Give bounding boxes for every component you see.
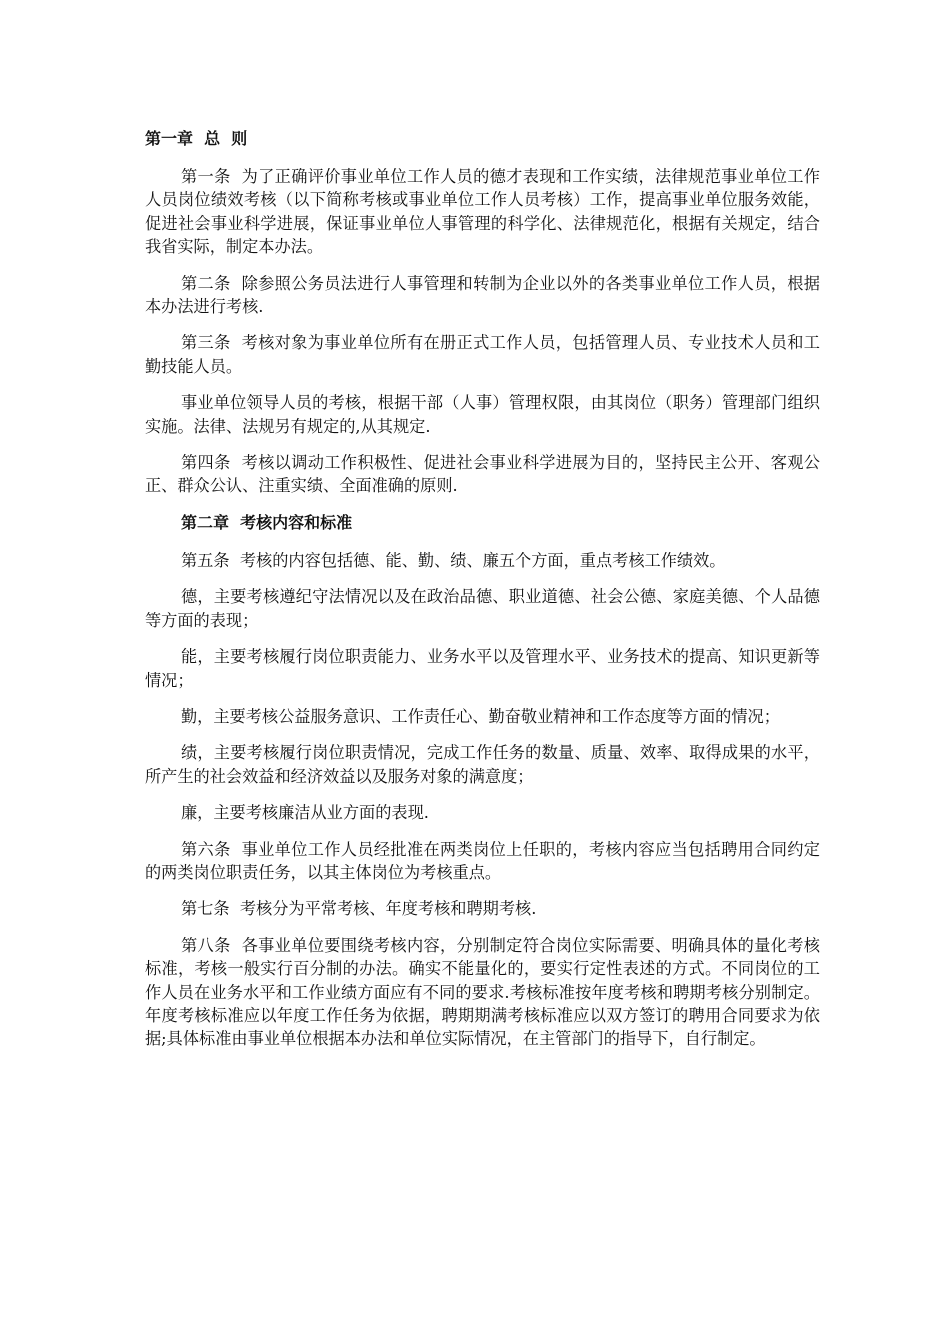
chapter-1-title: 第一章 总 则 [145, 129, 248, 148]
document-body [145, 127, 820, 1064]
criterion-lian: 廉，主要考核廉洁从业方面的表现. [181, 803, 429, 823]
criterion-ji: 绩，主要考核履行岗位职责情况，完成工作任务的数量、质量、效率、取得成果的水平，所产生的社会效益和经济效益以及服务对象的满意度； [145, 743, 820, 786]
article-2: 第二条 除参照公务员法进行人事管理和转制为企业以外的各类事业单位工作人员，根据本办法进行考核. [145, 273, 820, 317]
article-3: 第三条 考核对象为事业单位所有在册正式工作人员，包括管理人员、专业技术人员和工勤技能人员。 [145, 333, 820, 376]
criterion-de: 德，主要考核遵纪守法情况以及在政治品德、职业道德、社会公德、家庭美德、个人品德等方面的表现； [145, 587, 820, 630]
article-1: 第一条 为了正确评价事业单位工作人员的德才表现和工作实绩，法律规范事业单位工作人员岗位绩效考核（以下简称考核或事业单位工作人员考核）工作，提高事业单位服务效能，促进社会事业科学进展，保证事业单位人事管理的科学化、法律规范化，根据有关规定，结合我省实际，制定本办法。 [145, 167, 820, 257]
article-8: 第八条 各事业单位要围绕考核内容，分别制定符合岗位实际需要、明确具体的量化考核标准，考核一般实行百分制的办法。确实不能量化的，要实行定性表述的方式。不同岗位的工作人员在业务水平和工作业绩方面应有不同的要求.考核标准按年度考核和聘期考核分别制定。年度考核标准应以年度工作任务为依据，聘期期满考核标准应以双方签订的聘用合同要求为依据;具体标准由事业单位根据本办法和单位实际情况，在主管部门的指导下，自行制定。 [145, 935, 820, 1049]
criterion-qin: 勤，主要考核公益服务意识、工作责任心、勤奋敬业精神和工作态度等方面的情况； [181, 706, 780, 726]
article-3-leaders: 事业单位领导人员的考核，根据干部（人事）管理权限，由其岗位（职务）管理部门组织实施。法律、法规另有规定的,从其规定. [145, 393, 820, 436]
article-6: 第六条 事业单位工作人员经批准在两类岗位上任职的，考核内容应当包括聘用合同约定的两类岗位职责任务，以其主体岗位为考核重点。 [145, 839, 820, 882]
article-7: 第七条 考核分为平常考核、年度考核和聘期考核. [181, 899, 537, 919]
article-5: 第五条 考核的内容包括德、能、勤、绩、廉五个方面，重点考核工作绩效。 [181, 550, 726, 570]
article-4: 第四条 考核以调动工作积极性、促进社会事业科学进展为目的，坚持民主公开、客观公正、群众公认、注重实绩、全面准确的原则. [145, 453, 820, 496]
chapter-2-title: 第二章 考核内容和标准 [181, 512, 353, 532]
criterion-neng: 能，主要考核履行岗位职责能力、业务水平以及管理水平、业务技术的提高、知识更新等情况； [145, 647, 820, 690]
